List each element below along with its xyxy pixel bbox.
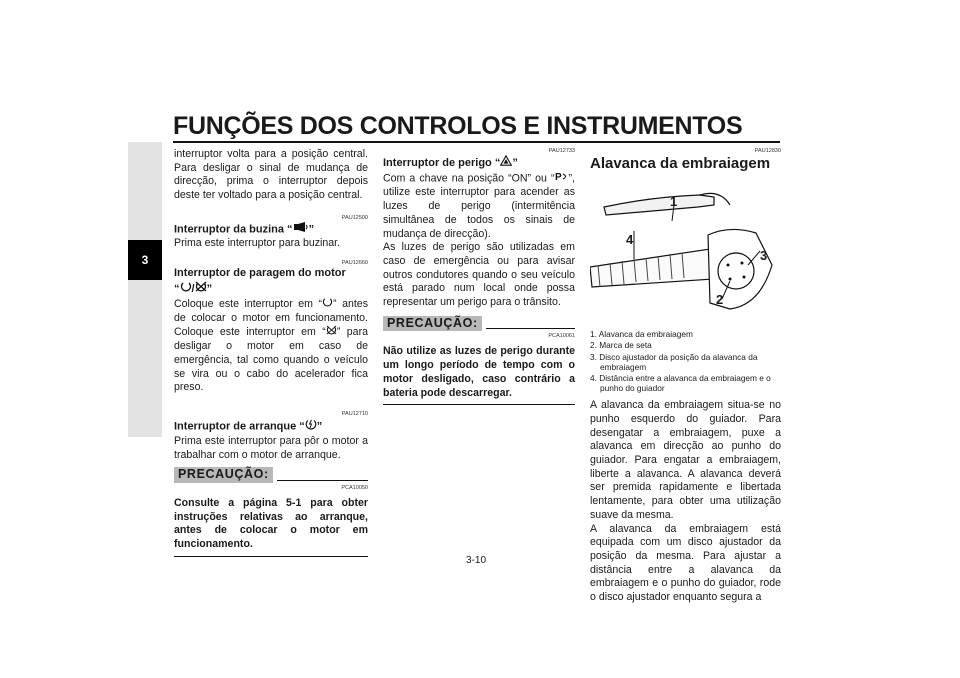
legend-item: 1. Alavanca da embraiagem	[590, 328, 693, 339]
legend-item: 4. Distância entre a alavanca da embraiagem e o punho do guiador	[590, 373, 771, 394]
chapter-tab: 3	[128, 240, 162, 280]
figure-label-4: 4	[626, 231, 634, 247]
code-hazard: PAU12733	[548, 148, 575, 154]
caution-box-2	[383, 316, 575, 406]
column-3	[590, 148, 781, 605]
engine-stop-text: Coloque este interruptor em “ ” antes de colocar o motor em funcionamento. Coloque este interruptor em “ ” para desligar o motor em caso de emergência, tal como quando o veículo se vira ou o cabo do acelerador fica preso.	[174, 298, 368, 394]
code-clutch: PAU12830	[754, 148, 781, 154]
hazard-icon	[500, 155, 512, 171]
page-title: FUNÇÕES DOS CONTROLOS E INSTRUMENTOS	[173, 112, 743, 140]
svg-text:P: P	[554, 171, 562, 182]
column-2	[383, 148, 575, 405]
engine-stop-icon	[195, 281, 207, 297]
clutch-text: A alavanca da embraiagem situa-se no punho esquerdo do guiador. Para desengatar a embraiagem, puxe a alavanca em direcção ao punho do guiador. Para engatar a embraiagem, liberte a alavanca. A alavanca deverá ser premida rapidamente e libertada lentamente, para obter uma utilização suave da mesma.	[590, 399, 781, 521]
parking-key-icon	[555, 171, 569, 187]
code-start: PAU12710	[341, 411, 368, 418]
chapter-sidebar	[128, 142, 162, 437]
figure-label-3: 3	[760, 247, 768, 263]
code-caution-2: PCA10061	[548, 333, 575, 340]
caution-label: PRECAUÇÃO:	[174, 467, 273, 483]
start-icon	[305, 418, 317, 435]
engine-stop-heading-icons: “ / ”	[174, 282, 213, 295]
engine-stop-inline-icon	[326, 325, 337, 340]
caution-text-1: Consulte a página 5-1 para obter instruções relativas ao arranque, antes de colocar o motor em funcionamento.	[174, 497, 368, 557]
clutch-text-2: A alavanca da embraiagem está equipada com um disco ajustador da posição da mesma. Para ajustar a distância entre a alavanca da embraiagem e o punho do guiador, rode o disco ajustador enquanto segura a	[590, 522, 781, 604]
horn-heading: Interruptor da buzina “ ”	[174, 223, 315, 236]
engine-stop-heading: Interruptor de paragem do motor	[174, 267, 346, 280]
code-horn: PAU12500	[341, 214, 368, 221]
engine-run-inline-icon	[322, 297, 333, 312]
caution-text-2: Não utilize as luzes de perigo durante um longo período de tempo com o motor desligado, caso contrário a bateria pode descarregar.	[383, 345, 575, 405]
figure-label-1: 1	[670, 193, 678, 209]
figure-label-2: 2	[716, 291, 724, 307]
intro-paragraph: interruptor volta para a posição central. Para desligar o sinal de mudança de direcção, prima o interruptor depois deste ter voltado para a posição central.	[174, 148, 368, 202]
figure-legend	[590, 329, 781, 394]
caution-label-2: PRECAUÇÃO:	[383, 316, 482, 332]
start-heading: Interruptor de arranque “ ”	[174, 418, 368, 435]
hazard-heading: Interruptor de perigo “ ”	[383, 156, 518, 169]
horn-icon	[293, 222, 309, 237]
hazard-text: Com a chave na posição “ON” ou “ P ”, utilize este interruptor para acender as luzes de perigo (intermitência simultânea de todos os sinais de mudança de direcção).	[383, 171, 575, 240]
page-number: 3-10	[466, 555, 487, 566]
horn-text: Prima este interruptor para buzinar.	[174, 236, 341, 249]
start-text: Prima este interruptor para pôr o motor a trabalhar com o motor de arranque.	[174, 434, 368, 461]
legend-item: 2. Marca de seta	[590, 340, 652, 351]
clutch-title: Alavanca da embraiagem	[590, 155, 771, 172]
clutch-lever-figure	[590, 175, 780, 325]
legend-item: 3. Disco ajustador da posição da alavanca da embraiagem	[590, 351, 758, 372]
clutch-lever-illustration	[590, 175, 780, 325]
hazard-text-2: As luzes de perigo são utilizadas em caso de emergência ou para avisar outros condutores quando o seu veículo está parado num local onde possa representar um perigo para o trânsito.	[383, 241, 575, 309]
caution-box-1	[174, 467, 368, 557]
column-1	[174, 148, 368, 557]
code-caution-1: PCA10050	[341, 484, 368, 491]
title-rule	[173, 141, 780, 143]
engine-run-icon	[180, 281, 192, 297]
code-engine-stop: PAU12660	[341, 260, 368, 267]
